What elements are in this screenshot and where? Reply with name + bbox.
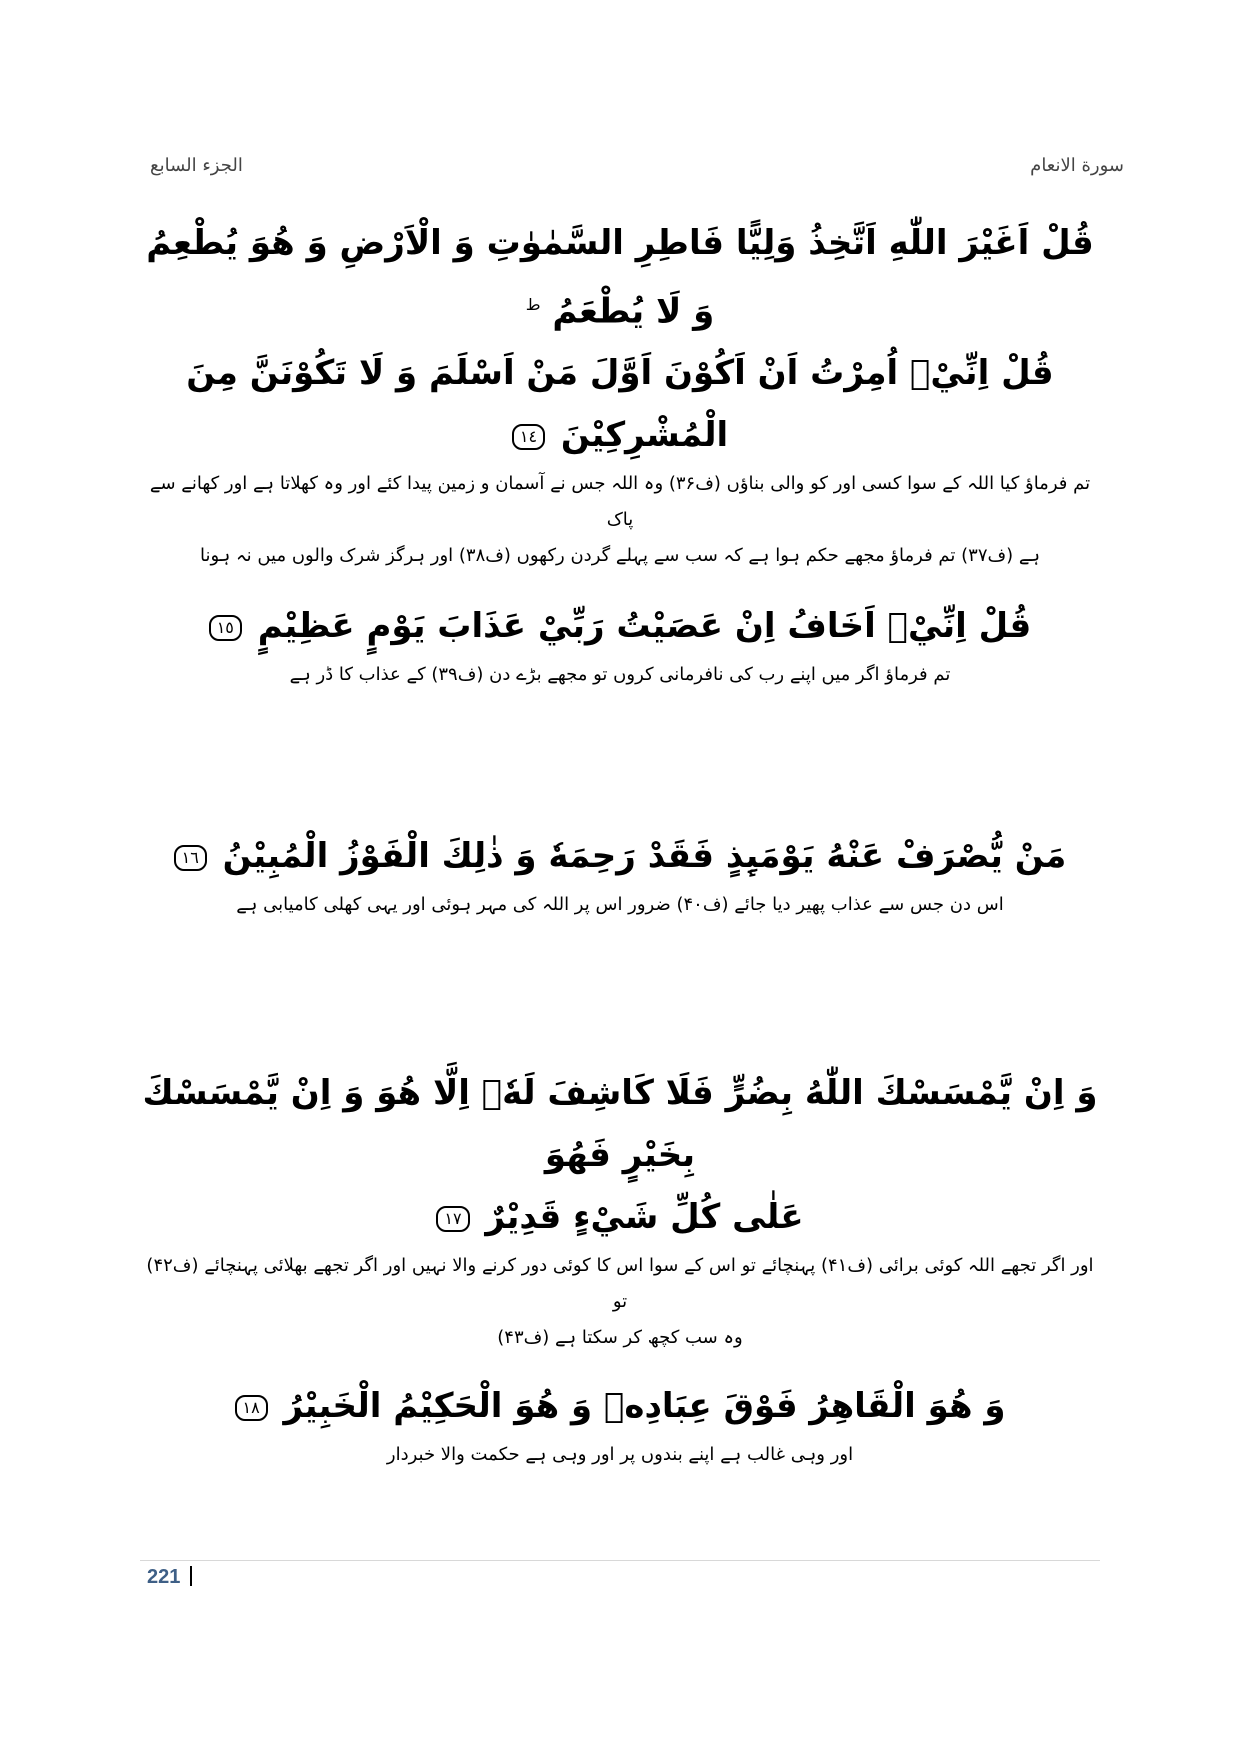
ayah-line: مَنْ يُّصْرَفْ عَنْهُ يَوْمَىِٕذٍ فَقَدْ رَحِمَهٗ وَ ذٰلِكَ الْفَوْزُ الْمُبِيْنُ ١٦: [140, 825, 1100, 887]
verse-block-18: [140, 1375, 1100, 1473]
ayah-number-marker: ١٦: [174, 845, 207, 871]
verse-block-16: [140, 825, 1100, 923]
footer-divider: [140, 1560, 1100, 1561]
page-number-separator: [190, 1566, 192, 1586]
ayah-number-marker: ١٥: [209, 615, 242, 641]
translation-line: اور وہی غالب ہے اپنے بندوں پر اور وہی ہے حکمت والا خبردار: [386, 1444, 854, 1465]
translation-line: تم فرماؤ اگر میں اپنے رب کی نافرمانی کروں تو مجھے بڑے دن (ف۳۹) کے عذاب کا ڈر ہے: [289, 664, 951, 685]
verse-block-14: [140, 212, 1100, 574]
translation-line: وہ سب کچھ کر سکتا ہے (ف۴۳): [497, 1327, 743, 1348]
juz-header: الجزء السابع: [150, 155, 243, 176]
ayah-number-marker: ١٤: [512, 424, 545, 450]
ayah-line: وَ هُوَ الْقَاهِرُ فَوْقَ عِبَادِهٖ وَ هُوَ الْحَكِيْمُ الْخَبِيْرُ ١٨: [140, 1375, 1100, 1437]
surah-header: سورة الانعام: [1030, 155, 1124, 176]
ayah-line: وَ اِنْ يَّمْسَسْكَ اللّٰهُ بِضُرٍّ فَلَا كَاشِفَ لَهٗۤ اِلَّا هُوَ وَ اِنْ يَّمْسَسْكَ بِخَيْرٍ فَهُوَ: [142, 1073, 1098, 1175]
ayah-line: قُلْ اَغَيْرَ اللّٰهِ اَتَّخِذُ وَلِيًّا فَاطِرِ السَّمٰوٰتِ وَ الْاَرْضِ وَ هُوَ يُطْعِمُ وَ لَا يُطْعَمُ $^ط$: [146, 223, 1094, 332]
verse-block-17: [140, 1062, 1100, 1356]
translation-line: تم فرماؤ کیا اللہ کے سوا کسی اور کو والی بناؤں (ف۳۶) وہ اللہ جس نے آسمان و زمین پیدا کئے اور وہ کھلاتا ہے اور کھانے سے پاک: [149, 473, 1091, 531]
ayah-line: قُلْ اِنِّيْۤ اَخَافُ اِنْ عَصَيْتُ رَبِّيْ عَذَابَ يَوْمٍ عَظِيْمٍ ١٥: [140, 595, 1100, 657]
page-number: 221: [147, 1566, 192, 1589]
translation-line: ہے (ف۳۷) تم فرماؤ مجھے حکم ہوا ہے کہ سب سے پہلے گردن رکھوں (ف۳۸) اور ہرگز شرک والوں میں نہ ہونا: [199, 545, 1041, 567]
translation-line: اس دن جس سے عذاب پھیر دیا جائے (ف۴۰) ضرور اس پر اللہ کی مہر ہوئی اور یہی کھلی کامیابی ہے: [236, 894, 1004, 915]
verse-block-15: [140, 595, 1100, 693]
ayah-line: عَلٰى كُلِّ شَيْءٍ قَدِيْرٌ ١٧: [140, 1186, 1100, 1248]
ayah-line: قُلْ اِنِّيْۤ اُمِرْتُ اَنْ اَكُوْنَ اَوَّلَ مَنْ اَسْلَمَ وَ لَا تَكُوْنَنَّ مِنَ الْمُشْرِكِيْنَ ١٤: [186, 353, 1054, 456]
ayah-number-marker: ١٧: [436, 1206, 469, 1232]
ayah-number-marker: ١٨: [235, 1395, 268, 1421]
waqf-mark: ط: [525, 295, 541, 314]
translation-line: اور اگر تجھے اللہ کوئی برائی (ف۴۱) پہنچائے تو اس کے سوا اس کا کوئی دور کرنے والا نہیں اور اگر تجھے بھلائی پہنچائے (ف۴۲) تو: [146, 1255, 1094, 1312]
